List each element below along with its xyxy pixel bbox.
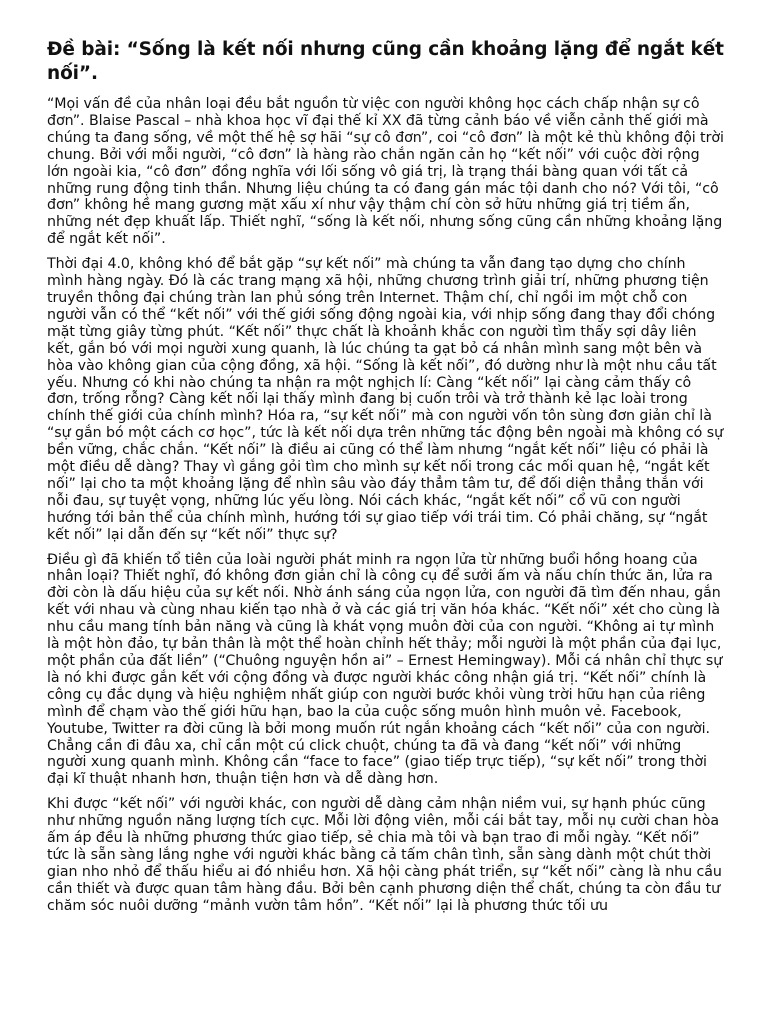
- paragraph-1: “Mọi vấn đề của nhân loại đều bắt nguồn từ việc con người không học cách chấp nhận sự cô đơn”. Blaise Pascal – nhà khoa học vĩ đại thế kỉ XX đã từng cảnh báo về viễn cảnh thế giới mà chúng ta đang sống, về một thế hệ sợ hãi “sự cô đơn”, coi “cô đơn” là một kẻ thù không đội trời chung. Bởi với mỗi người, “cô đơn” là hàng rào chắn ngăn cản họ “kết nối” với cuộc đời rộng lớn ngoài kia, “cô đơn” đồng nghĩa với lối sống vô giá trị, là trạng thái bàng quan với tất cả những rung động tinh thần. Nhưng liệu chúng ta có đang gán mác tội danh cho nó? Với tôi, “cô đơn” không hề mang gương mặt xấu xí như vậy thậm chí còn sở hữu những giá trị tiềm ẩn, những nét đẹp khuất lấp. Thiết nghĩ, “sống là kết nối, nhưng sống cũng cần những khoảng lặng để ngắt kết nối”.: [47, 96, 724, 248]
- paragraph-2: Thời đại 4.0, không khó để bắt gặp “sự kết nối” mà chúng ta vẫn đang tạo dựng cho chính mình hàng ngày. Đó là các trang mạng xã hội, những chương trình giải trí, những phương tiện truyền thông đại chúng tràn lan phủ sóng trên Internet. Thậm chí, chỉ ngồi im một chỗ con người vẫn có thể “kết nối” với thế giới sống động ngoài kia, với nhịp sống đang thay đổi chóng mặt từng giây từng phút. “Kết nối” thực chất là khoảnh khắc con người tìm thấy sợi dây liên kết, gắn bó với mọi người xung quanh, là lúc chúng ta gạt bỏ cá nhân mình sang một bên và hòa vào không gian của cộng đồng, xã hội. “Sống là kết nối”, đó dường như là một nhu cầu tất yếu. Nhưng có khi nào chúng ta nhận ra một nghịch lí: Càng “kết nối” lại càng cảm thấy cô đơn, trống rỗng? Càng kết nối lại thấy mình đang bị cuốn trôi và trở thành kẻ lạc loài trong chính thế giới của chính mình? Hóa ra, “sự kết nối” mà con người vốn tôn sùng đơn giản chỉ là “sự gắn bó một cách cơ học”, tức là kết nối dựa trên những tác động bên ngoài mà không có sự bền vững, chắc chắn. “Kết nối” là điều ai cũng có thể làm nhưng “ngắt kết nối” liệu có phải là một điều dễ dàng? Thay vì gắng gỏi tìm cho mình sự kết nối trong các mối quan hệ, “ngắt kết nối” lại cho ta một khoảng lặng để nhìn sâu vào đáy thẳm tâm tư, để đối diện thẳng thắn với nỗi đau, sự tuyệt vọng, những lúc yếu lòng. Nói cách khác, “ngắt kết nối” cổ vũ con người hướng tới bản thể của chính mình, hướng tới sự giao tiếp với trái tim. Có phải chăng, sự “ngắt kết nối” lại dẫn đến sự “kết nối” thực sự?: [47, 256, 724, 543]
- paragraph-4: Khi được “kết nối” với người khác, con người dễ dàng cảm nhận niềm vui, sự hạnh phúc cũng như những nguồn năng lượng tích cực. Mỗi lời động viên, mỗi cái bắt tay, mỗi nụ cười chan hòa ấm áp đều là những phương thức giao tiếp, sẻ chia mà tôi và bạn trao đi mỗi ngày. “Kết nối” tức là sẵn sàng lắng nghe với người khác bằng cả tấm chân tình, sẵn sàng dành một chút thời gian nho nhỏ để thấu hiểu ai đó nhiều hơn. Xã hội càng phát triển, sự “kết nối” càng là nhu cầu cần thiết và được quan tâm hàng đầu. Bởi bên cạnh phương diện thể chất, chúng ta còn đầu tư chăm sóc nuôi dưỡng “mảnh vườn tâm hồn”. “Kết nối” lại là phương thức tối ưu: [47, 796, 722, 914]
- document-title: Đề bài: “Sống là kết nối nhưng cũng cần khoảng lặng để ngắt kết nối”.: [47, 39, 724, 84]
- document-page: [47, 38, 725, 1024]
- paragraph-3: Điều gì đã khiến tổ tiên của loài người phát minh ra ngọn lửa từ những buổi hồng hoang của nhân loại? Thiết nghĩ, đó không đơn giản chỉ là công cụ để sưởi ấm và nấu chín thức ăn, lửa ra đời còn là dấu hiệu của sự kết nối. Nhờ ánh sáng của ngọn lửa, con người đã tìm đến nhau, gắn kết với nhau và cùng nhau kiến tạo nhà ở và các giá trị văn hóa khác. “Kết nối” xét cho cùng là nhu cầu mang tính bản năng và cũng là khát vọng muôn đời của con người. “Không ai tự mình là một hòn đảo, tự bản thân là một thể hoàn chỉnh hết thảy; mỗi người là một phần của đại lục, một phần của đất liền” (“Chuông nguyện hồn ai” – Ernest Hemingway). Mỗi cá nhân chỉ thực sự là nó khi được gắn kết với cộng đồng và được người khác công nhận giá trị. “Kết nối” chính là công cụ đắc dụng và hiệu nghiệm nhất giúp con người bước khỏi vùng trời hữu hạn của riêng mình để chạm vào thế giới hữu hạn, bao la của cuộc sống muôn hình muôn vẻ. Facebook, Youtube, Twitter ra đời cũng là bởi mong muốn rút ngắn khoảng cách “kết nối” của con người. Chẳng cần đi đâu xa, chỉ cần một cú click chuột, chúng ta đã và đang “kết nối” với những người xung quanh mình. Không cần “face to face” (giao tiếp trực tiếp), “sự kết nối” trong thời đại kĩ thuật nhanh hơn, thuận tiện hơn và dễ dàng hơn.: [47, 551, 723, 788]
